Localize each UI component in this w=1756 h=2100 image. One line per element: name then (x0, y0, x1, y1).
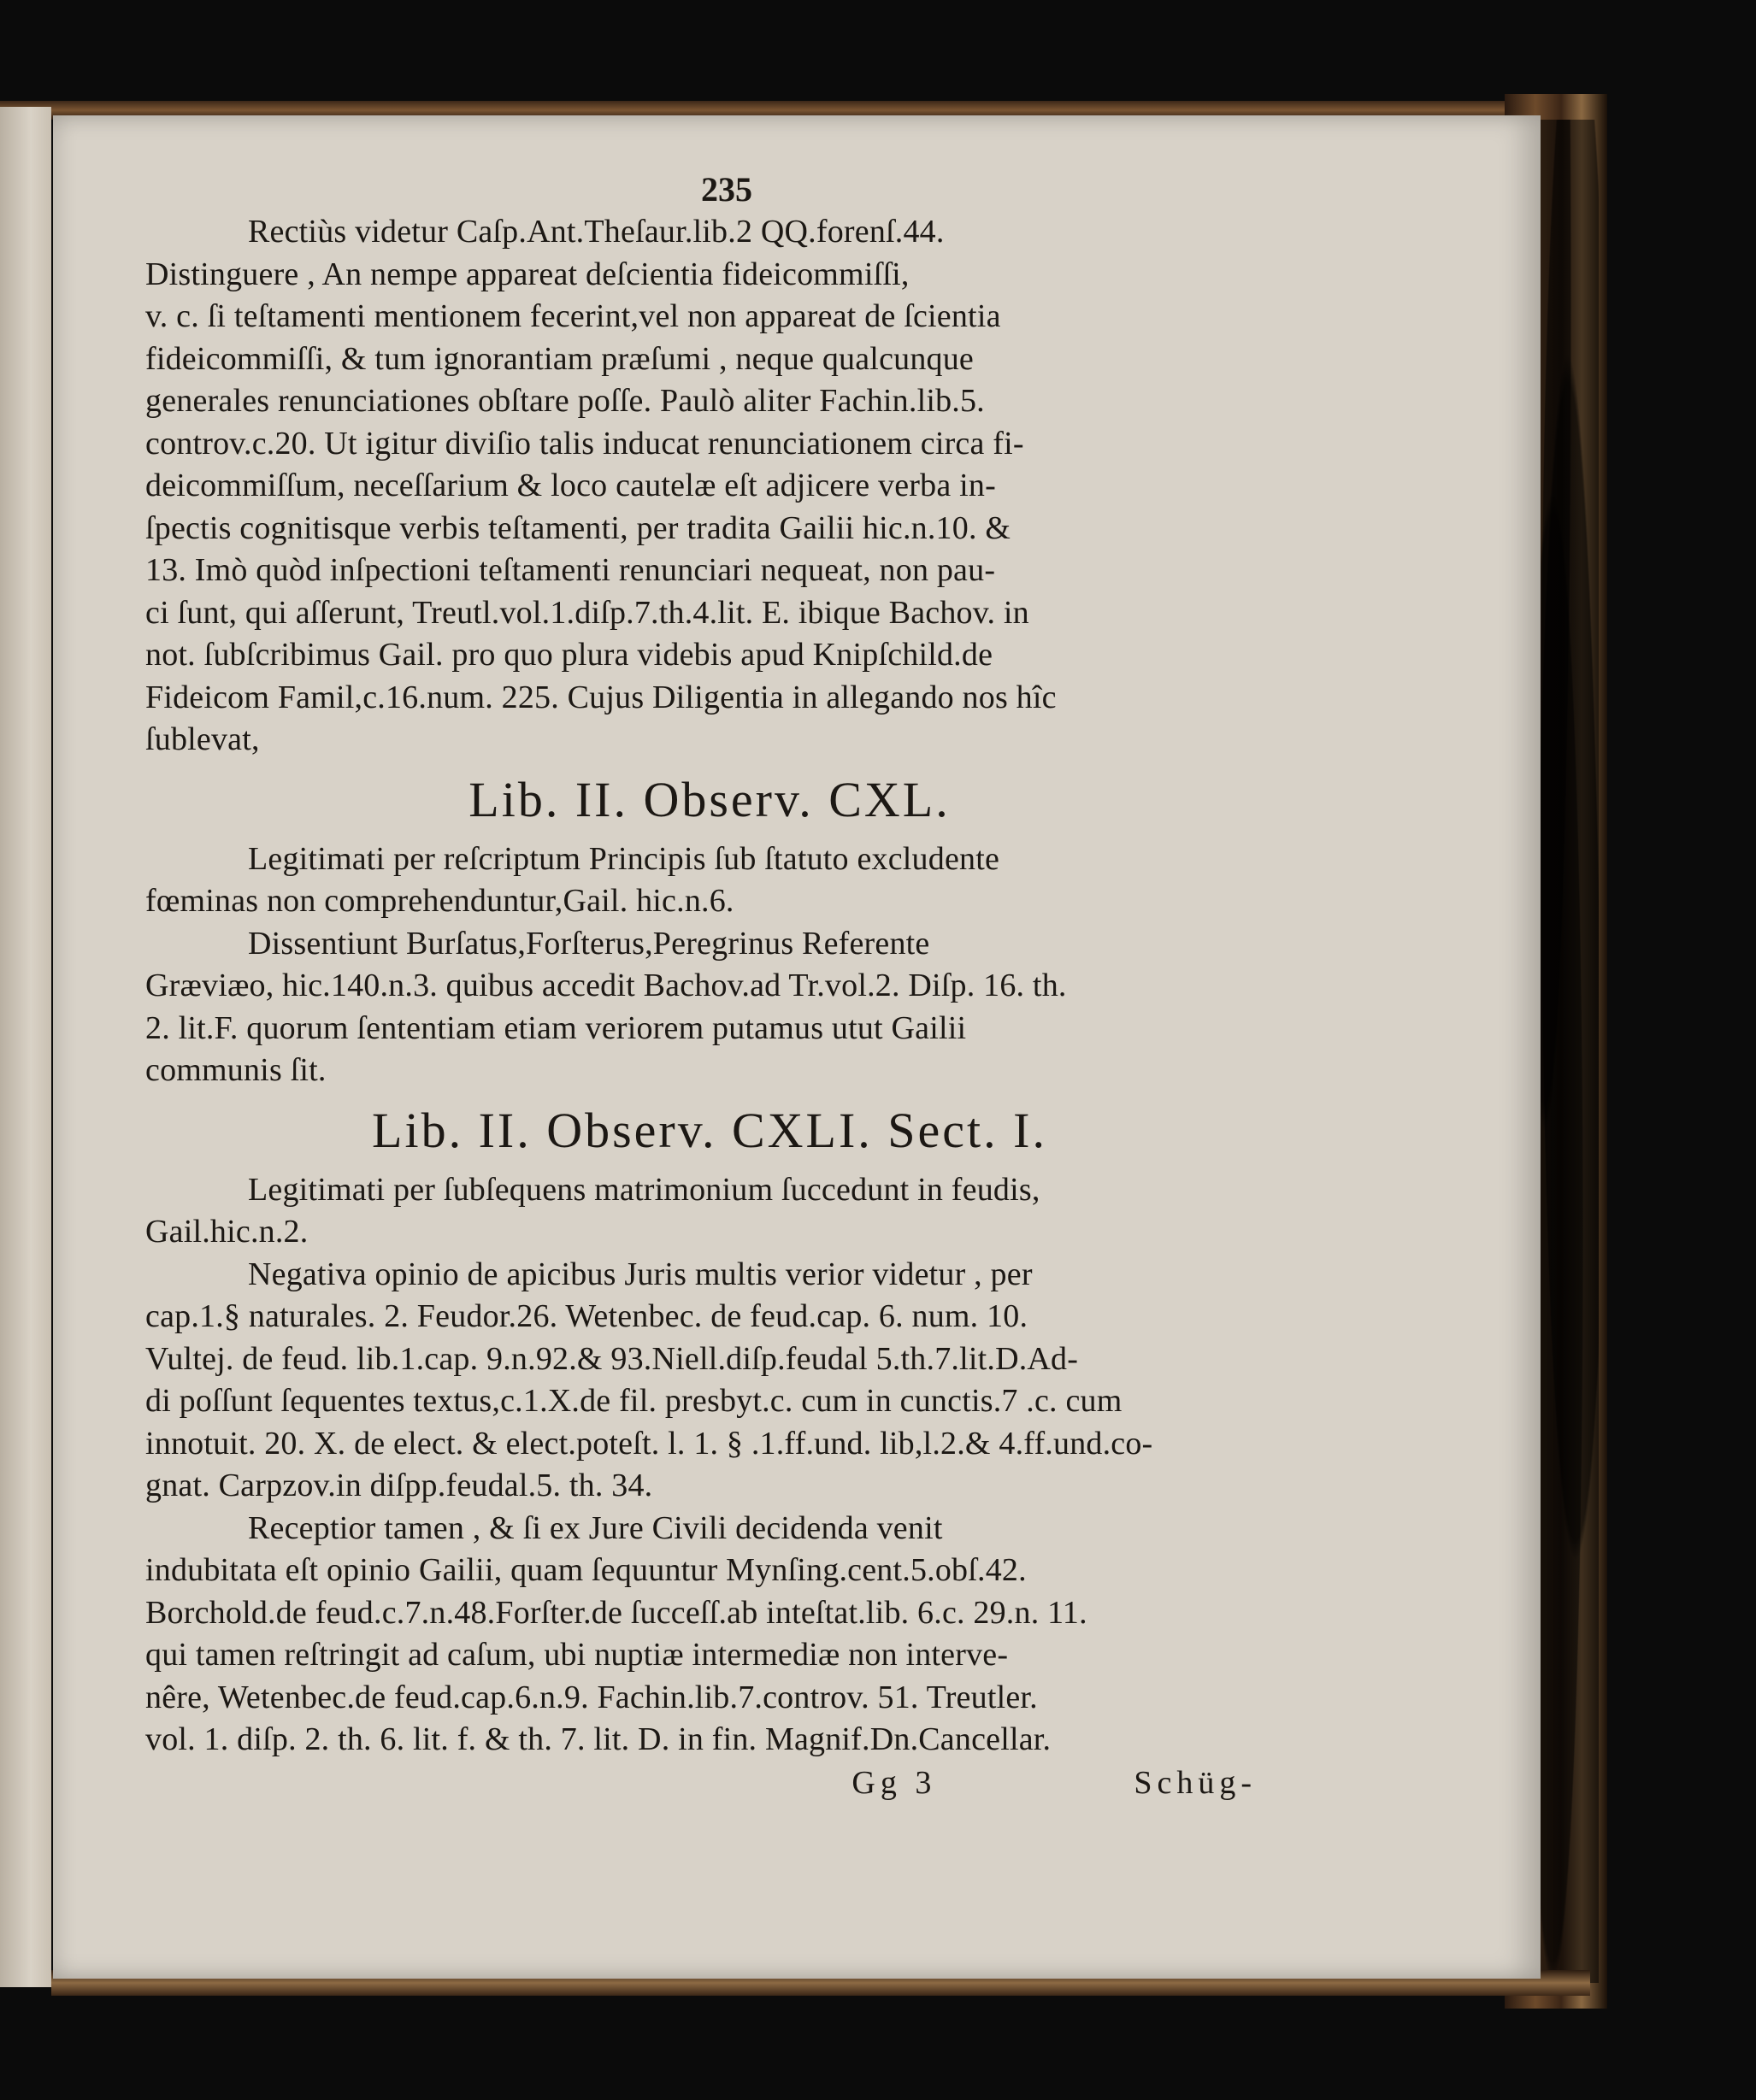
page-text (145, 168, 1274, 1804)
text-line: ſublevat, (145, 721, 260, 757)
text-line: ſpectis cognitisque verbis teſtamenti, per tradita Gailii hic.n.10. & (145, 509, 1011, 546)
text-line: Legitimati per reſcriptum Principis ſub ſtatuto excludente (248, 840, 1000, 877)
paragraph-rectius (145, 211, 1274, 762)
text-line: Negativa opinio de apicibus Juris multis verior videtur , per (248, 1256, 1033, 1292)
text-line: Græviæo, hic.140.n.3. quibus accedit Bachov.ad Tr.vol.2. Diſp. 16. th. (145, 968, 1067, 1003)
signature-mark: Gg 3 (851, 1764, 937, 1801)
text-line: cap.1.§ naturales. 2. Feudor.26. Wetenbec. de feud.cap. 6. num. 10. (145, 1298, 1028, 1334)
text-line: Fideicom Famil,c.16.num. 225. Cujus Diligentia in allegando nos hîc (145, 679, 1057, 715)
paragraph-legitimati (145, 838, 1274, 1092)
text-line: communis ſit. (145, 1052, 327, 1088)
text-line: indubitata eſt opinio Gailii, quam ſequuntur Mynſing.cent.5.obſ.42. (145, 1552, 1027, 1588)
text-line: fœminas non comprehenduntur,Gail. hic.n.6. (145, 883, 734, 919)
text-line: Borchold.de feud.c.7.n.48.Forſter.de ſucceſſ.ab inteſtat.lib. 6.c. 29.n. 11. (145, 1594, 1087, 1631)
text-line: ci ſunt, qui aſſerunt, Treutl.vol.1.diſp.7.th.4.lit. E. ibique Bachov. in (145, 594, 1029, 631)
text-line: generales renunciationes obſtare poſſe. Paulò aliter Fachin.lib.5. (145, 383, 985, 419)
text-line: innotuit. 20. X. de elect. & elect.poteſt. l. 1. § .1.ff.und. lib,l.2.& 4.ff.und.co- (145, 1425, 1153, 1462)
section-heading-cxl: Lib. II. Observ. CXL. (468, 771, 951, 827)
facing-page-edge (0, 107, 51, 1987)
text-line: Rectiùs videtur Caſp.Ant.Theſaur.lib.2 QQ.forenſ.44. (248, 214, 945, 250)
text-line: vol. 1. diſp. 2. th. 6. lit. f. & th. 7. lit. D. in fin. Magnif.Dn.Cancellar. (145, 1721, 1052, 1757)
text-line: Gail.hic.n.2. (145, 1214, 309, 1250)
paragraph-subsequens (145, 1169, 1274, 1762)
text-line: Vultej. de feud. lib.1.cap. 9.n.92.& 93.Niell.diſp.feudal 5.th.7.lit.D.Ad- (145, 1340, 1079, 1377)
book-page (53, 115, 1541, 1979)
text-line: nêre, Wetenbec.de feud.cap.6.n.9. Fachin.lib.7.controv. 51. Treutler. (145, 1679, 1038, 1715)
text-line: gnat. Carpzov.in diſpp.feudal.5. th. 34. (145, 1468, 653, 1503)
text-line: 2. lit.F. quorum ſententiam etiam veriorem putamus utut Gailii (145, 1009, 967, 1046)
text-line: 13. Imò quòd inſpectioni teſtamenti renunciari nequeat, non pau- (145, 552, 996, 588)
text-line: fideicommiſſi, & tum ignorantiam præſumi , neque qualcunque (145, 340, 974, 377)
catchword: Schüg- (1134, 1764, 1257, 1801)
text-line: Distinguere , An nempe appareat deſcientia fideicommiſſi, (145, 256, 910, 292)
text-line: qui tamen reſtringit ad caſum, ubi nuptiæ intermediæ non interve- (145, 1637, 1009, 1673)
page-number: 235 (701, 170, 752, 209)
text-line: not. ſubſcribimus Gail. pro quo plura videbis apud Knipſchild.de (145, 637, 993, 673)
text-line: Receptior tamen , & ſi ex Jure Civili decidenda venit (248, 1509, 943, 1546)
page-footer (145, 1762, 1274, 1804)
text-line: deicommiſſum, neceſſarium & loco cautelæ eſt adjicere verba in- (145, 468, 996, 503)
text-line: controv.c.20. Ut igitur diviſio talis inducat renunciationem circa fi- (145, 425, 1024, 462)
text-line: v. c. ſi teſtamenti mentionem fecerint,vel non appareat de ſcientia (145, 298, 1001, 334)
section-heading-cxli: Lib. II. Observ. CXLI. Sect. I. (372, 1102, 1047, 1158)
text-line: Dissentiunt Burſatus,Forſterus,Peregrinus Referente (248, 925, 930, 962)
text-line: di poſſunt ſequentes textus,c.1.X.de fil. presbyt.c. cum in cunctis.7 .c. cum (145, 1383, 1123, 1419)
text-line: Legitimati per ſubſequens matrimonium ſuccedunt in feudis, (248, 1171, 1040, 1208)
